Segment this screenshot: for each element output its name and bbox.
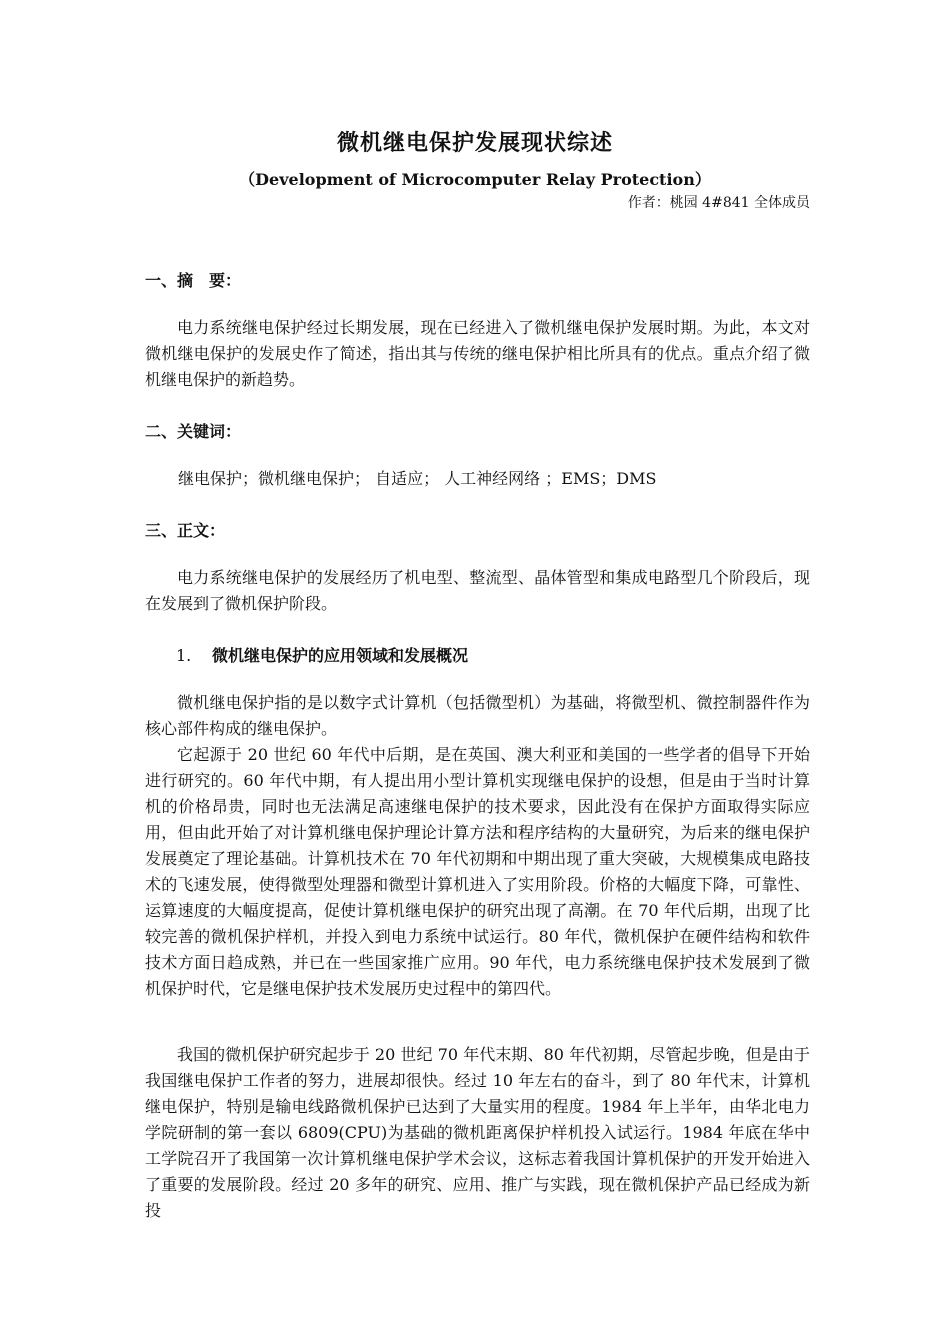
document-title: 微机继电保护发展现状综述 xyxy=(336,130,613,156)
keywords-heading: 二、关键词： xyxy=(145,422,242,441)
subsection-1-heading xyxy=(176,643,468,666)
subsection-1-paragraph-2: 它起源于 20 世纪 60 年代中后期，是在英国、澳大利亚和美国的一些学者的倡导下开始进行研究的。60 年代中期，有人提出用小型计算机实现继电保护的设想，但是由于当时计算机的价格昂贵，同时也无法满足高速继电保护的技术要求，因此没有在保护方面取得实际应用，但由此开始了对计算机继电保护理论计算方法和程序结构的大量研究，为后来的继电保护发展奠定了理论基础。计算机技术在 70 年代初期和中期出现了重大突破，大规模集成电路技术的飞速发展，使得微型处理器和微型计算机进入了实用阶段。价格的大幅度下降，可靠性、运算速度的大幅度提高，促使计算机继电保护的研究出现了高潮。在 70 年代后期，出现了比较完善的微机保护样机，并投入到电力系统中试运行。80 年代，微机保护在硬件结构和软件技术方面日趋成熟，并已在一些国家推广应用。90 年代，电力系统继电保护技术发展到了微机保护时代，它是继电保护技术发展历史过程中的第四代。 xyxy=(145,745,810,998)
subsection-1-paragraph-1: 微机继电保护指的是以数字式计算机（包括微型机）为基础，将微型机、微控制器件作为核心部件构成的继电保护。 xyxy=(145,693,810,738)
abstract-heading: 一、摘 要： xyxy=(145,271,242,290)
subsection-1-paragraph-3: 我国的微机保护研究起步于 20 世纪 70 年代末期、80 年代初期，尽管起步晚，但是由于我国继电保护工作者的努力，进展却很快。经过 10 年左右的奋斗，到了 80 年代末，计算机继电保护，特别是输电线路微机保护已达到了大量实用的程度。1984 年上半年，由华北电力学院研制的第一套以 6809(CPU)为基础的微机距离保护样机投入试运行。1984 年底在华中工学院召开了我国第一次计算机继电保护学术会议，这标志着我国计算机保护的开发开始进入了重要的发展阶段。经过 20 多年的研究、应用、推广与实践，现在微机保护产品已经成为新投 xyxy=(145,1045,810,1220)
document-subtitle: （Development of Microcomputer Relay Protection） xyxy=(239,170,711,189)
subsection-1-number: 1. xyxy=(176,646,192,665)
abstract-text: 电力系统继电保护经过长期发展，现在已经进入了微机继电保护发展时期。为此，本文对微机继电保护的发展史作了简述，指出其与传统的继电保护相比所具有的优点。重点介绍了微机继电保护的新趋势。 xyxy=(145,318,810,389)
document-author: 作者：桃园 4#841 全体成员 xyxy=(627,195,810,211)
keywords-text: 继电保护；微机继电保护； 自适应； 人工神经网络 ；EMS；DMS xyxy=(178,469,657,488)
body-intro: 电力系统继电保护的发展经历了机电型、整流型、晶体管型和集成电路型几个阶段后，现在发展到了微机保护阶段。 xyxy=(145,568,810,613)
body-heading: 三、正文： xyxy=(145,521,226,540)
subsection-1-title: 微机继电保护的应用领域和发展概况 xyxy=(212,646,469,665)
